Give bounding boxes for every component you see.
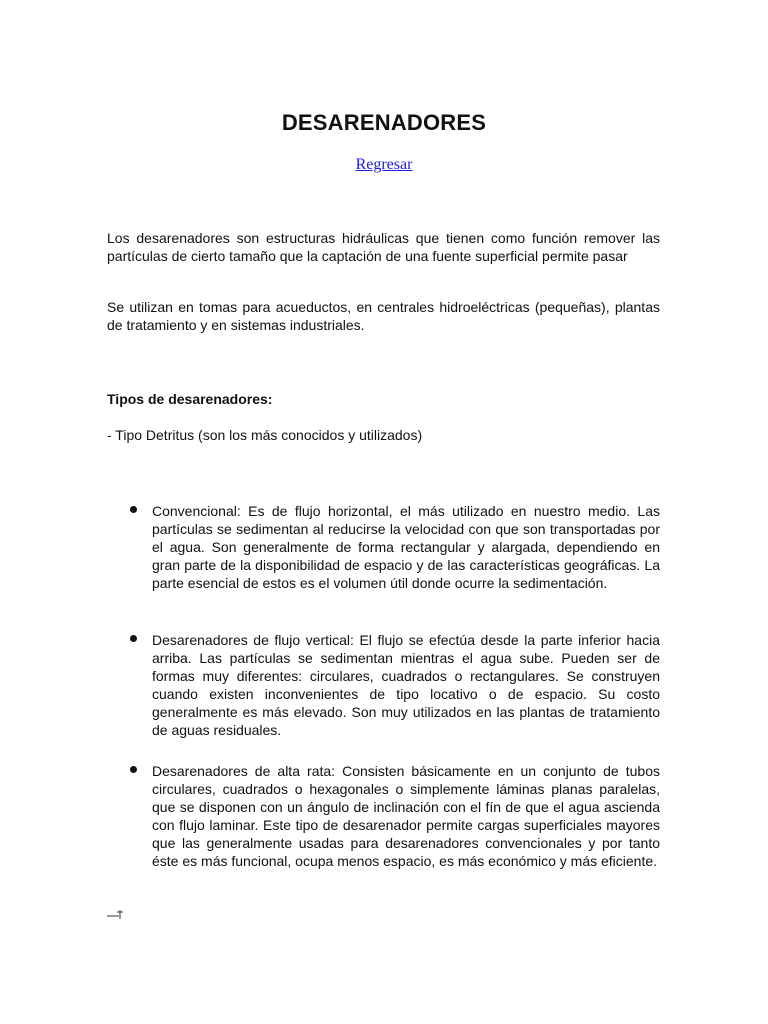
- list-item: [152, 631, 660, 739]
- anchor-mark-icon: [106, 908, 124, 920]
- type-detritus-line: - Tipo Detritus (son los más conocidos y utilizados): [107, 427, 423, 443]
- list-item: [152, 502, 660, 592]
- bullet-icon: [130, 766, 137, 773]
- intro-paragraph: Los desarenadores son estructuras hidráulicas que tienen como función remover las partículas de cierto tamaño que la captación de una fuente superficial permite pasar: [107, 230, 660, 264]
- page-title: DESARENADORES: [281, 110, 487, 135]
- bullet-text-convencional: Convencional: Es de flujo horizontal, el más utilizado en nuestro medio. Las partículas se sedimentan al reducirse la velocidad con que son transportadas por el agua. Son generalmente de forma rectangular y alargada, dependiendo en gran parte de la disponibilidad de espacio y de las características geográficas. La parte esencial de estos es el volumen útil donde ocurre la sedimentación.: [152, 503, 660, 591]
- usage-paragraph: Se utilizan en tomas para acueductos, en centrales hidroeléctricas (pequeñas), plantas de tratamiento y en sistemas industriales.: [107, 299, 660, 333]
- bullet-icon: [130, 506, 137, 513]
- bullet-text-flujo-vertical: Desarenadores de flujo vertical: El flujo se efectúa desde la parte inferior hacia arriba. Las partículas se sedimentan mientras el agua sube. Pueden ser de formas muy diferentes: circulares, cuadrados o rectangulares. Se construyen cuando existen inconvenientes de tipo locativo o de espacio. Su costo generalmente es más elevado. Son muy utilizados en las plantas de tratamiento de aguas residuales.: [152, 632, 660, 738]
- types-heading: Tipos de desarenadores:: [107, 391, 273, 407]
- list-item: [152, 762, 660, 870]
- bullet-text-alta-rata: Desarenadores de alta rata: Consisten básicamente en un conjunto de tubos circulares, cuadrados o hexagonales o simplemente láminas planas paralelas, que se disponen con un ángulo de inclinación con el fín de que el agua ascienda con flujo laminar. Este tipo de desarenador permite cargas superficiales mayores que las generalmente usadas para desarenadores convencionales y por tanto éste es más funcional, ocupa menos espacio, es más económico y más eficiente.: [152, 763, 660, 869]
- back-link[interactable]: Regresar: [355, 156, 413, 173]
- bullet-icon: [130, 635, 137, 642]
